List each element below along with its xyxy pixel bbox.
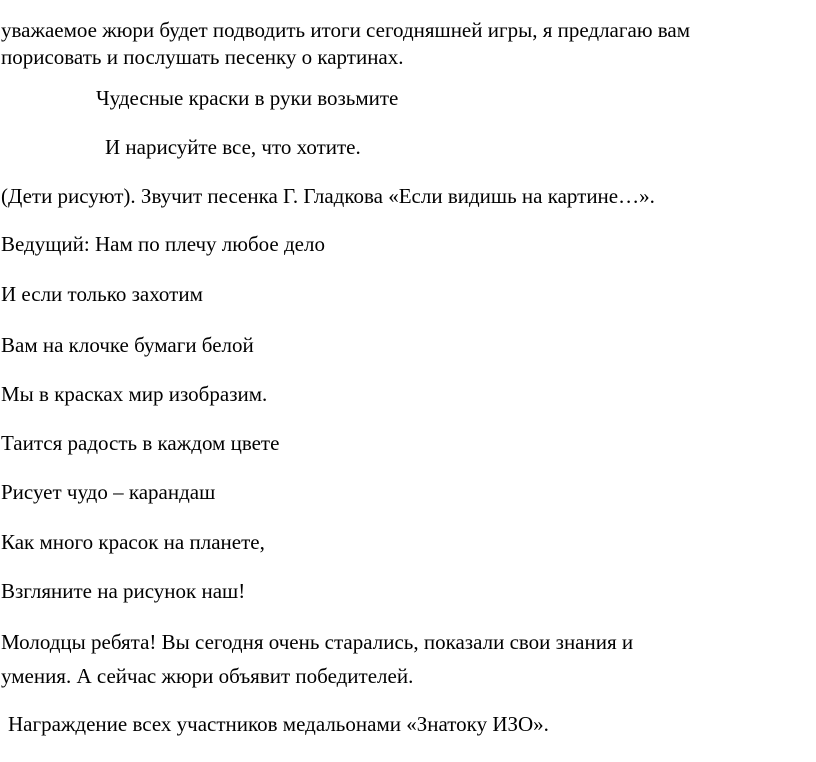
poem-line-4: Мы в красках мир изобразим. [1, 382, 268, 406]
closing-line-2: умения. А сейчас жюри объявит победителей. [1, 664, 414, 688]
intro-line-1: уважаемое жюри будет подводить итоги сегодняшней игры, я предлагаю вам [1, 18, 691, 42]
intro-line-2: порисовать и послушать песенку о картинах. [1, 45, 404, 69]
poem-line-2: И если только захотим [1, 282, 203, 306]
verse-line-2: И нарисуйте все, что хотите. [105, 135, 361, 159]
poem-line-3: Вам на клочке бумаги белой [1, 333, 254, 357]
poem-line-5: Таится радость в каждом цвете [1, 431, 280, 455]
closing-line-1: Молодцы ребята! Вы сегодня очень старались, показали свои знания и [1, 630, 634, 654]
poem-line-6: Рисует чудо – карандаш [1, 480, 216, 504]
poem-line-8: Взгляните на рисунок наш! [1, 579, 246, 603]
poem-line-7: Как много красок на планете, [1, 530, 265, 554]
poem-line-1: Ведущий: Нам по плечу любое дело [1, 232, 325, 256]
award-line: Награждение всех участников медальонами «Знатоку ИЗО». [8, 712, 549, 736]
verse-line-1: Чудесные краски в руки возьмите [96, 86, 399, 110]
stage-note: (Дети рисуют). Звучит песенка Г. Гладкова «Если видишь на картине…». [1, 184, 655, 208]
